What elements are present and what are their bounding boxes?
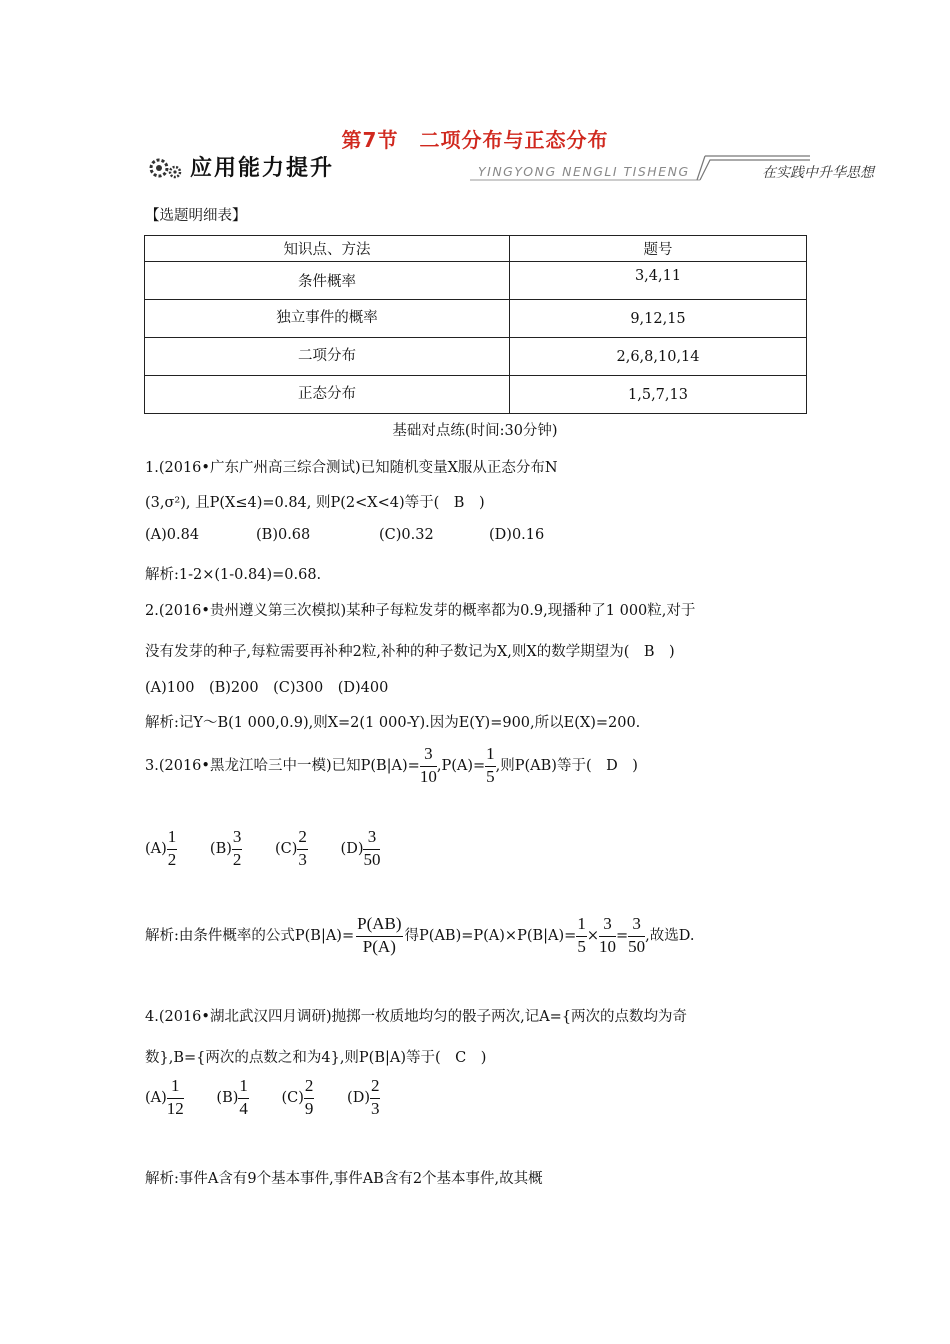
q4-options [145, 1077, 380, 1118]
fraction [238, 1077, 249, 1118]
table-cell: 条件概率 [145, 262, 510, 300]
q1-option-d: (D)0.16 [489, 527, 545, 543]
topic-table-label: 【选题明细表】 [145, 208, 247, 224]
q3-stem-prefix: 3.(2016•黑龙江哈三中一模)已知P(B|A)= [145, 758, 420, 774]
fraction [599, 915, 616, 956]
fraction [420, 745, 437, 786]
q1-solution: 解析:1-2×(1-0.84)=0.68. [145, 567, 322, 583]
fraction-denominator: 10 [598, 937, 616, 956]
table-row [145, 300, 807, 338]
gear-icon [151, 160, 180, 177]
fraction [297, 828, 308, 869]
fraction-numerator: 1 [238, 1077, 249, 1099]
q2-stem-line1: 2.(2016•贵州遵义第三次模拟)某种子每粒发芽的概率都为0.9,现播种了1 000粒,对于 [145, 603, 696, 619]
fraction-numerator: 2 [304, 1077, 315, 1099]
q4-solution: 解析:事件A含有9个基本事件,事件AB含有2个基本事件,故其概 [145, 1171, 543, 1187]
fraction-numerator: 2 [297, 828, 308, 850]
table-row [145, 376, 807, 414]
option-label: (D) [347, 1089, 370, 1106]
table-cell: 2,6,8,10,14 [510, 338, 807, 376]
table-cell: 二项分布 [145, 338, 510, 376]
fraction-denominator: 3 [370, 1098, 380, 1118]
equals-sign: = [615, 928, 629, 944]
fraction-denominator: 50 [628, 937, 646, 956]
q3-solution-prefix: 解析:由条件概率的公式P(B|A)= [145, 928, 355, 944]
fraction-denominator: 3 [298, 849, 307, 869]
table-cell: 1,5,7,13 [510, 376, 807, 414]
fraction-denominator: 5 [577, 937, 586, 956]
q2-options: (A)100 (B)200 (C)300 (D)400 [145, 680, 389, 696]
q3-solution [145, 914, 694, 958]
table-row [145, 262, 807, 300]
topic-table [144, 235, 807, 414]
fraction-numerator: 3 [420, 745, 437, 767]
q4-stem-line1: 4.(2016•湖北武汉四月调研)抛掷一枚质地均匀的骰子两次,记A={两次的点数均为奇 [145, 1009, 688, 1025]
q1-stem-line1: 1.(2016•广东广州高三综合测试)已知随机变量X服从正态分布N [145, 460, 558, 476]
q3-option-c [275, 827, 308, 869]
fraction [628, 915, 645, 956]
q3-options [145, 828, 380, 869]
fraction-numerator: 1 [167, 1077, 184, 1099]
table-cell: 3,4,11 [510, 262, 807, 300]
fraction-denominator: 2 [167, 849, 177, 869]
banner-subtitle: YINGYONG NENGLI TISHENG [478, 164, 690, 179]
q3-stem-suffix: ,则P(AB)等于( D ) [495, 758, 638, 774]
fraction-denominator: 2 [232, 849, 242, 869]
table-header-cell: 知识点、方法 [145, 236, 510, 262]
fraction-numerator: 3 [363, 828, 380, 850]
q2-stem-line2: 没有发芽的种子,每粒需要再补种2粒,补种的种子数记为X,则X的数学期望为( B ) [145, 644, 675, 660]
q1-option-b: (B)0.68 [256, 527, 311, 543]
fraction-numerator: 1 [485, 745, 496, 767]
option-label: (B) [209, 840, 232, 857]
fraction [356, 915, 402, 956]
q4-option-c [281, 1076, 315, 1118]
fraction [167, 1077, 184, 1118]
fraction [370, 1077, 381, 1118]
fraction [304, 1077, 315, 1118]
q4-stem-line2: 数},B={两次的点数之和为4},则P(B|A)等于( C ) [145, 1050, 487, 1066]
q1-stem-line2: (3,σ²), 且P(X≤4)=0.84, 则P(2<X<4)等于( B ) [145, 495, 485, 511]
fraction-denominator: 5 [486, 767, 495, 786]
q3-solution-mid: 得P(AB)=P(A)×P(B|A)= [404, 928, 577, 944]
option-label: (C) [281, 1089, 304, 1106]
q4-option-b [216, 1076, 248, 1118]
fraction-denominator: 9 [304, 1098, 314, 1118]
table-header-row [145, 236, 807, 262]
q4-option-a [145, 1076, 184, 1118]
option-label: (B) [216, 1089, 239, 1106]
fraction [167, 828, 178, 869]
banner-motto: 在实践中升华思想 [762, 165, 874, 181]
q3-option-b [209, 827, 242, 869]
table-cell: 9,12,15 [510, 300, 807, 338]
fraction-numerator: 1 [167, 828, 178, 850]
fraction-denominator: 10 [419, 767, 437, 786]
q4-option-d [347, 1076, 380, 1118]
fraction-denominator: 4 [239, 1098, 248, 1118]
q3-solution-suffix: ,故选D. [645, 928, 695, 944]
table-cell: 正态分布 [145, 376, 510, 414]
table-row [145, 338, 807, 376]
q3-option-d [340, 827, 381, 869]
fraction [576, 915, 587, 956]
option-label: (A) [145, 1089, 167, 1106]
q1-option-a: (A)0.84 [145, 527, 200, 543]
fraction-denominator: 50 [363, 849, 381, 869]
q3-stem-mid: ,P(A)= [436, 758, 486, 774]
section-heading: 基础对点练(时间:30分钟) [392, 423, 558, 439]
fraction-numerator: 3 [599, 915, 616, 937]
option-label: (A) [145, 840, 167, 857]
table-header-cell: 题号 [510, 236, 807, 262]
page-title: 第7节 二项分布与正态分布 [341, 128, 609, 152]
fraction-numerator: 3 [628, 915, 645, 937]
banner-title: 应用能力提升 [190, 156, 335, 181]
fraction [232, 828, 243, 869]
option-label: (D) [340, 840, 364, 857]
fraction-numerator: 1 [576, 915, 587, 937]
times-sign: × [586, 928, 599, 944]
q1-option-c: (C)0.32 [379, 527, 434, 543]
q3-stem [145, 744, 638, 788]
fraction-numerator: 2 [370, 1077, 381, 1099]
fraction-denominator: 12 [166, 1098, 184, 1118]
fraction [363, 828, 380, 869]
q2-solution: 解析:记Y～B(1 000,0.9),则X=2(1 000-Y).因为E(Y)=900,所以E(X)=200. [145, 715, 641, 731]
q3-option-a [145, 827, 177, 869]
table-cell: 独立事件的概率 [145, 300, 510, 338]
fraction-numerator: P(AB) [356, 915, 402, 937]
fraction [485, 745, 496, 786]
fraction-denominator: P(A) [362, 937, 396, 956]
option-label: (C) [275, 840, 298, 857]
fraction-numerator: 3 [232, 828, 243, 850]
